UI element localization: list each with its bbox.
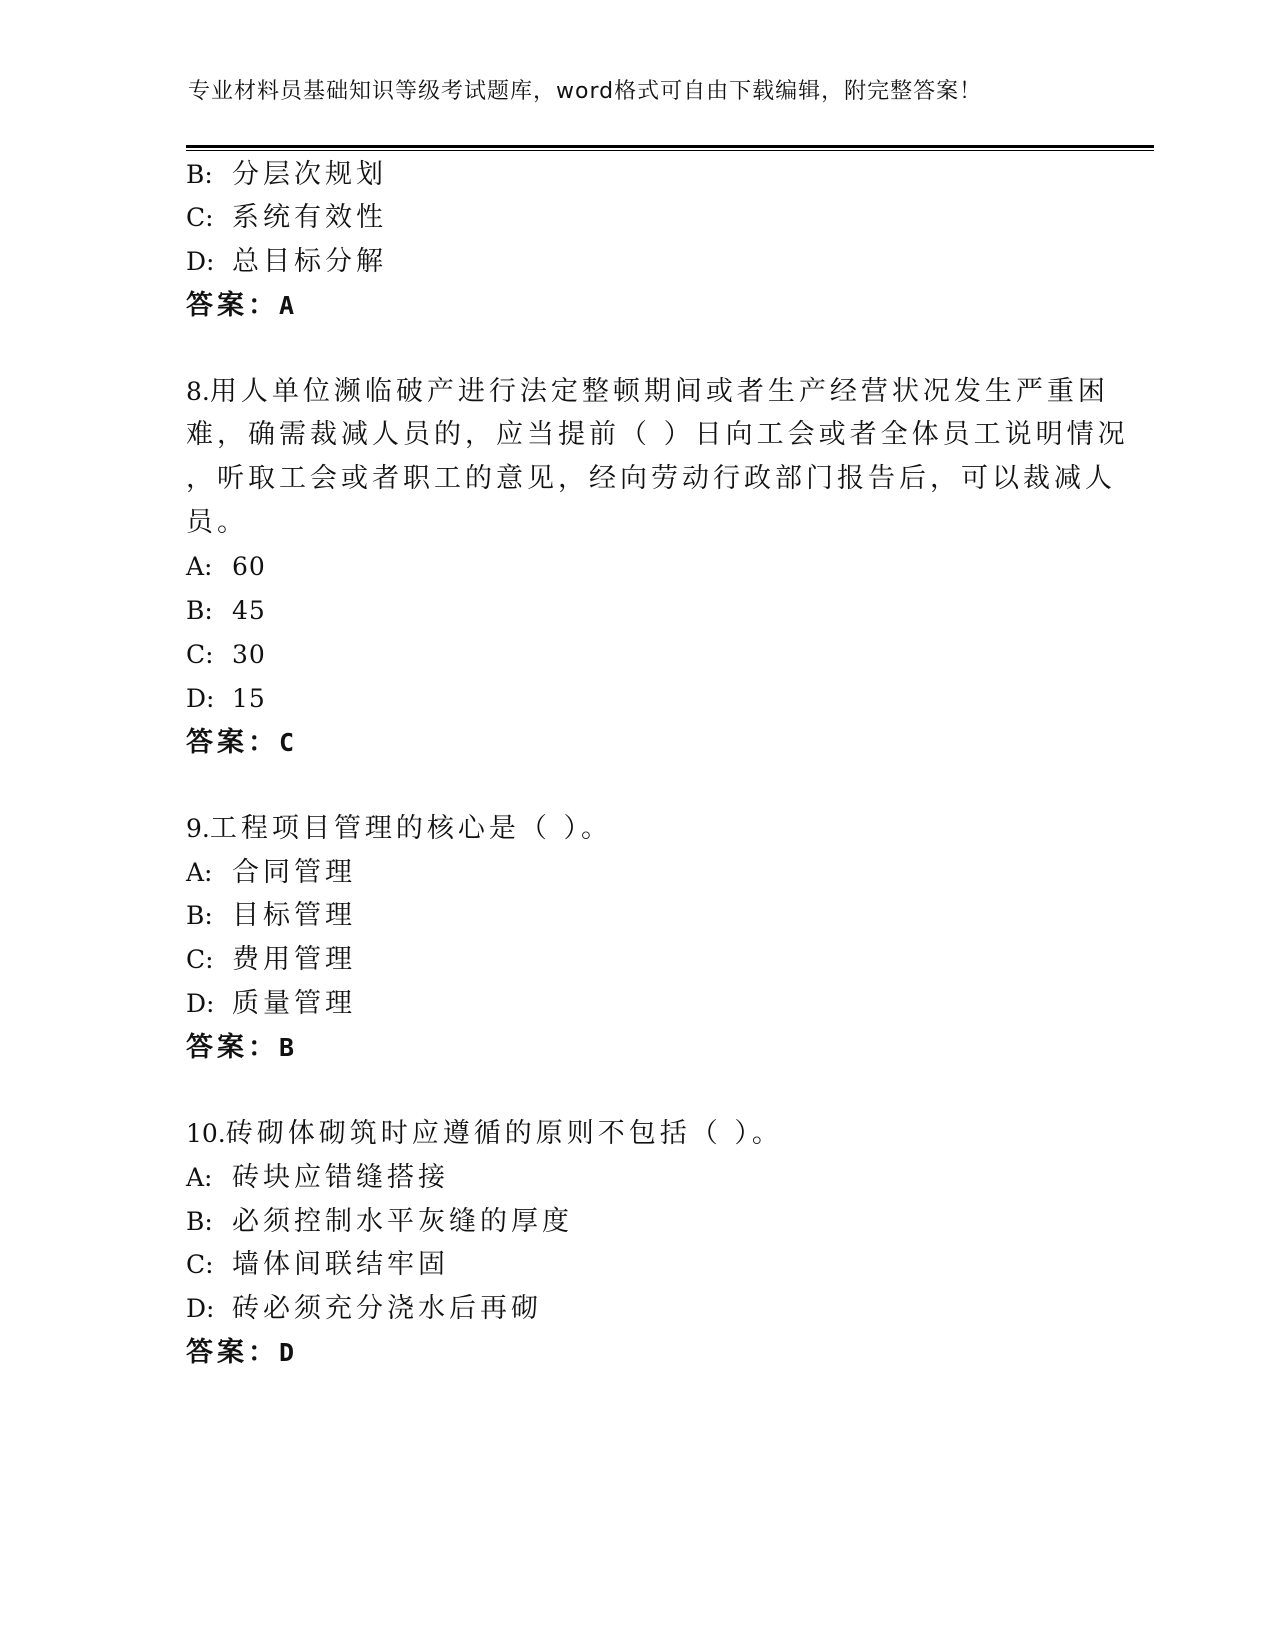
answer-value: C: [279, 728, 299, 757]
option-text: 45: [232, 596, 266, 625]
option-letter: C:: [186, 945, 214, 974]
question-number: 10.: [186, 1119, 226, 1148]
question-number: 8.: [186, 377, 210, 406]
option-letter: D:: [186, 247, 215, 276]
option-letter: A:: [186, 858, 213, 887]
q9-stem: [186, 812, 612, 846]
answer-value: B: [279, 1033, 299, 1062]
q9-option-c: [186, 943, 356, 977]
header-rule-thin: [186, 150, 1154, 151]
answer-label: 答案：: [186, 727, 279, 758]
option-text: 墙体间联结牢固: [232, 1249, 449, 1280]
option-letter: D:: [186, 989, 215, 1018]
question-number: 9.: [186, 814, 210, 843]
option-letter: B:: [186, 901, 213, 930]
q8-stem-line-2: 难，确需裁减人员的，应当提前（ ）日向工会或者全体员工说明情况: [186, 419, 1129, 450]
option-text: 合同管理: [232, 857, 356, 888]
q8-answer: [186, 726, 298, 760]
option-letter: A:: [186, 552, 213, 581]
option-text: 30: [232, 640, 266, 669]
answer-value: A: [279, 291, 299, 320]
q10-answer: [186, 1336, 298, 1370]
question-text: 用人单位濒临破产进行法定整顿期间或者生产经营状况发生严重困: [209, 376, 1109, 407]
q8-stem-line-3: ，听取工会或者职工的意见，经向劳动行政部门报告后，可以裁减人: [186, 463, 1116, 494]
q9-answer: [186, 1031, 298, 1065]
option-text: 必须控制水平灰缝的厚度: [232, 1206, 573, 1237]
q10-option-a: [186, 1161, 449, 1195]
option-letter: B:: [186, 1207, 213, 1236]
answer-label: 答案：: [186, 290, 279, 321]
header-note: 专业材料员基础知识等级考试题库，word格式可自由下载编辑，附完整答案！: [188, 79, 983, 104]
option-letter: C:: [186, 203, 214, 232]
option-text: 砖必须充分浇水后再砌: [232, 1293, 542, 1324]
option-text: 总目标分解: [232, 246, 387, 277]
q9-option-d: [186, 987, 356, 1021]
q8-option-d: [186, 682, 266, 716]
question-text: 工程项目管理的核心是（ ）。: [209, 813, 612, 844]
q10-option-b: [186, 1205, 573, 1239]
option-text: 15: [232, 684, 266, 713]
option-text: 砖块应错缝搭接: [232, 1162, 449, 1193]
q10-option-c: [186, 1248, 449, 1282]
q10-stem: [186, 1117, 783, 1151]
option-letter: B:: [186, 160, 213, 189]
option-text: 系统有效性: [232, 202, 387, 233]
option-text: 目标管理: [232, 900, 356, 931]
q9-option-b: [186, 899, 356, 933]
q8-option-b: [186, 594, 266, 628]
prev-answer: [186, 289, 298, 323]
prev-option-b: [186, 158, 387, 192]
q10-option-d: [186, 1292, 542, 1326]
option-letter: C:: [186, 640, 214, 669]
q9-option-a: [186, 856, 356, 890]
q8-stem-line-1: [186, 375, 1109, 409]
option-letter: D:: [186, 684, 215, 713]
answer-label: 答案：: [186, 1337, 279, 1368]
q8-option-a: [186, 550, 266, 584]
q8-option-c: [186, 638, 266, 672]
option-letter: B:: [186, 596, 213, 625]
option-letter: C:: [186, 1250, 214, 1279]
option-text: 60: [232, 552, 266, 581]
option-letter: A:: [186, 1163, 213, 1192]
prev-option-c: [186, 201, 387, 235]
header-rule-thick: [186, 145, 1154, 148]
question-text: 砖砌体砌筑时应遵循的原则不包括（ ）。: [225, 1118, 783, 1149]
q8-stem-line-4: 员。: [186, 507, 248, 538]
answer-value: D: [279, 1338, 299, 1367]
option-letter: D:: [186, 1294, 215, 1323]
option-text: 质量管理: [232, 988, 356, 1019]
prev-option-d: [186, 245, 387, 279]
answer-label: 答案：: [186, 1032, 279, 1063]
option-text: 分层次规划: [232, 159, 387, 190]
option-text: 费用管理: [232, 944, 356, 975]
